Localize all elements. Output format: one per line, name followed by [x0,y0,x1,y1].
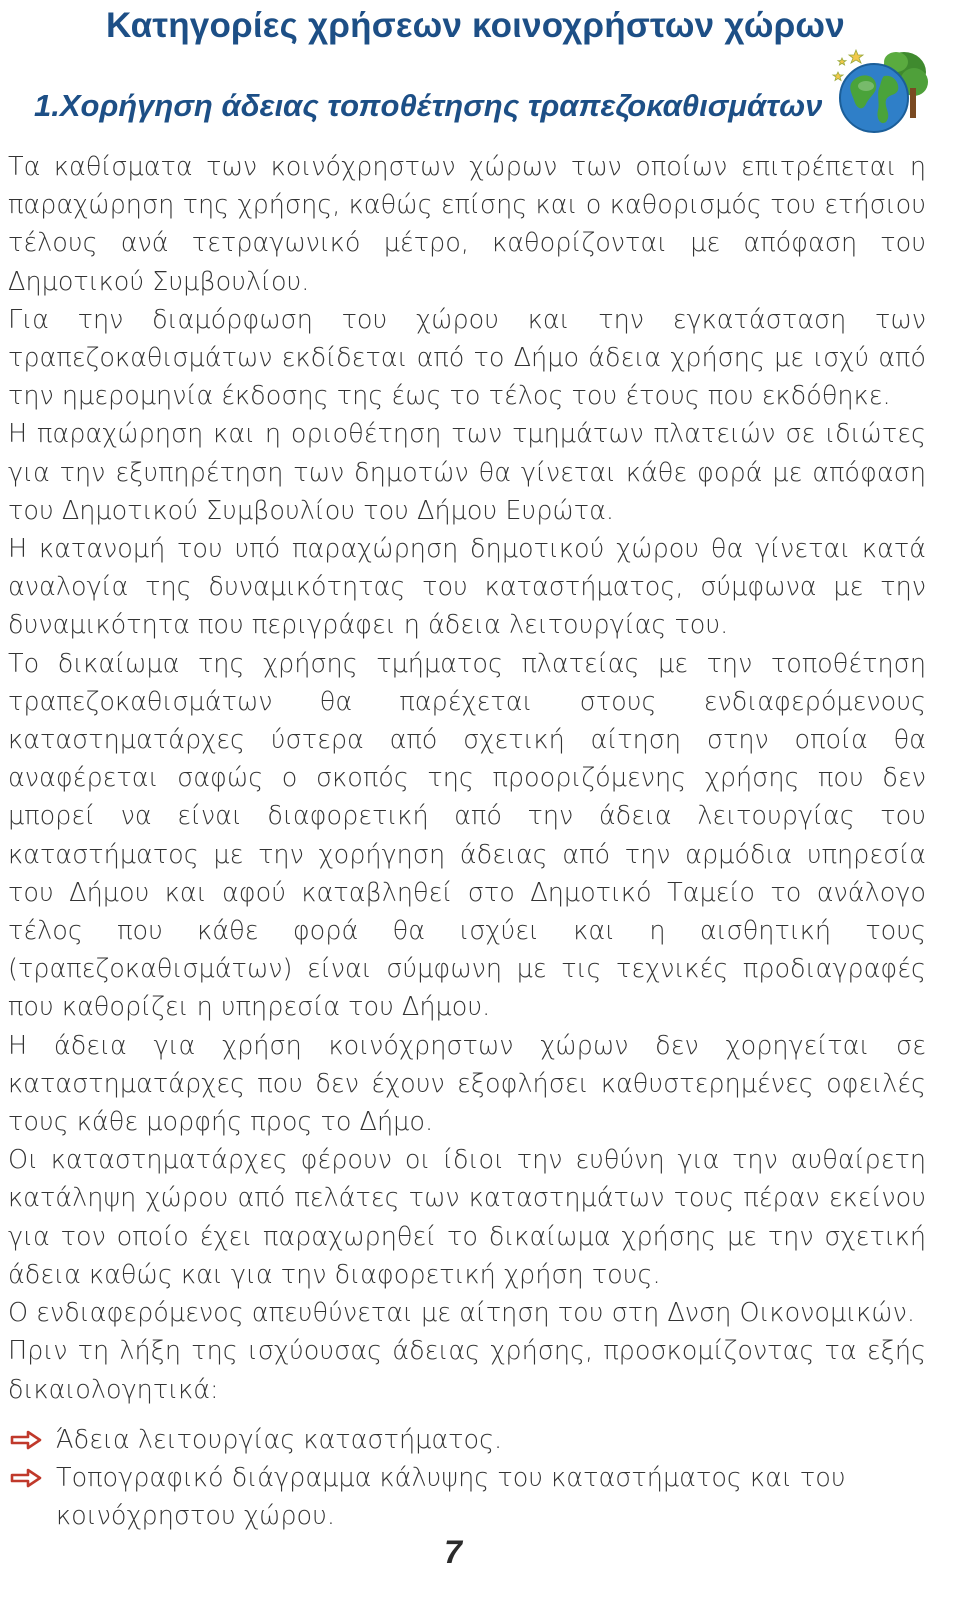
right-arrow-icon [10,1429,42,1451]
requirements-list [8,1421,926,1536]
page-number: 7 [444,1534,462,1570]
list-item-text: Άδεια λειτουργίας καταστήματος. [56,1424,503,1455]
paragraph: Οι καταστηματάρχες φέρουν οι ίδιοι την ευθύνη για την αυθαίρετη κατάληψη χώρου από πελάτες των καταστημάτων τους πέραν εκείνου για τον οποίο έχει παραχωρηθεί το δικαίωμα χρήσης με την σχετική άδεια καθώς και για την διαφορετική χρήση τους. [8,1145,926,1290]
paragraph: Για την διαμόρφωση του χώρου και την εγκατάσταση των τραπεζοκαθισμάτων εκδίδεται από το Δήμο άδεια χρήσης με ισχύ από την ημερομηνία έκδοσης της έως το τέλος του έτους που εκδόθηκε. [8,304,926,412]
earth-globe-logo-icon [826,42,930,138]
list-item [8,1459,926,1535]
paragraph: Η κατανομή του υπό παραχώρηση δημοτικού χώρου θα γίνεται κατά αναλογία της δυναμικότητας του καταστήματος, σύμφωνα με την δυναμικότητα που περιγράφει η άδεια λειτουργίας του. [8,534,926,641]
list-item-text: Τοπογραφικό διάγραμμα κάλυψης του καταστήματος και του κοινόχρηστου χώρου. [56,1462,846,1532]
document-body [8,148,926,1535]
page-title: Κατηγορίες χρήσεων κοινοχρήστων χώρων [106,6,845,45]
list-item [8,1421,926,1459]
section-heading: 1.Χορήγηση άδειας τοποθέτησης τραπεζοκαθισμάτων [34,88,823,123]
paragraph: Πριν τη λήξη της ισχύουσας άδειας χρήσης, προσκομίζοντας τα εξής δικαιολογητικά: [8,1336,926,1405]
paragraph: Το δικαίωμα της χρήσης τμήματος πλατείας με την τοποθέτηση τραπεζοκαθισμάτων θα παρέχεται στους ενδιαφερόμενους καταστηματάρχες ύστερα από σχετική αίτηση στην οποία θα αναφέρεται σαφώς ο σκοπός της προοριζόμενης χρήσης που δεν μπορεί να είναι διαφορετική από την άδεια λειτουργίας του καταστήματος με την χορήγηση άδειας από την αρμόδια υπηρεσία του Δήμου και αφού καταβληθεί στο Δημοτικό Ταμείο το ανάλογο τέλος που κάθε φορά θα ισχύει και η αισθητική τους (τραπεζοκαθισμάτων) είναι σύμφωνη με τις τεχνικές προδιαγραφές που καθορίζει η υπηρεσία του Δήμου. [8,648,926,1023]
paragraph: Η παραχώρηση και η οριοθέτηση των τμημάτων πλατειών σε ιδιώτες για την εξυπηρέτηση των δημοτών θα γίνεται κάθε φορά με απόφαση του Δημοτικού Συμβουλίου του Δήμου Ευρώτα. [8,419,926,526]
paragraph: Η άδεια για χρήση κοινόχρηστων χώρων δεν χορηγείται σε καταστηματάρχες που δεν έχουν εξοφλήσει καθυστερημένες οφειλές τους κάθε μορφής προς το Δήμο. [8,1030,926,1138]
paragraph: Τα καθίσματα των κοινόχρηστων χώρων των οποίων επιτρέπεται η παραχώρηση της χρήσης, καθώς επίσης και ο καθορισμός του ετήσιου τέλους ανά τετραγωνικό μέτρο, καθορίζονται με απόφαση του Δημοτικού Συμβουλίου. [8,152,926,297]
paragraph: Ο ενδιαφερόμενος απευθύνεται με αίτηση του στη Δνση Οικονομικών. [8,1298,915,1329]
right-arrow-icon [10,1467,42,1489]
